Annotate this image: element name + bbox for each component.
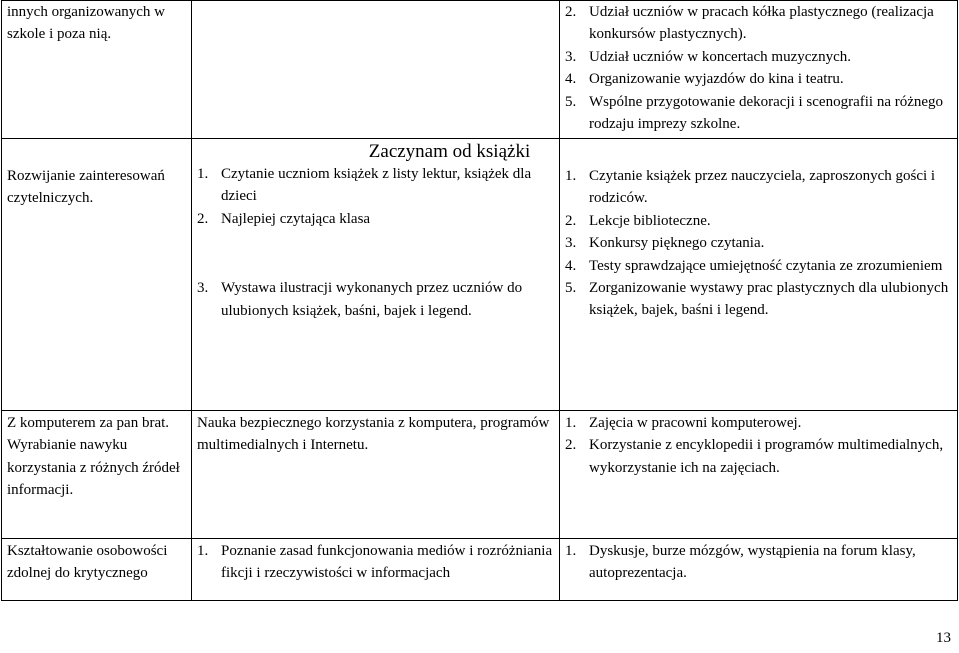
task-cell (192, 139, 560, 411)
activity-list (565, 540, 952, 585)
page-number: 13 (936, 630, 951, 646)
goal-text: Rozwijanie zainteresowań czytelniczych. (7, 168, 165, 207)
list-item: 5. Wspólne przygotowanie dekoracji i scenografii na różnego rodzaju imprezy szkolne. (565, 93, 944, 133)
list-item: 1. Czytanie uczniom książek z listy lektur, książek dla dzieci (197, 166, 532, 205)
section-heading: Zaczynam od książki (368, 141, 531, 162)
goal-line: innych organizowanych w (7, 4, 166, 20)
list-item: 2. Udział uczniów w pracach kółka plastycznego (realizacja konkursów plastycznych). (565, 4, 934, 43)
goal-cell (2, 411, 192, 539)
task-text: Nauka bezpiecznego korzystania z komputera, programów multimedialnych i Internetu. (197, 415, 550, 454)
task-list (197, 163, 554, 230)
activity-list (565, 412, 952, 479)
list-item: 2. Najlepiej czytająca klasa (197, 210, 371, 227)
goal-continuation (2, 1, 191, 46)
activity-cell (560, 411, 958, 539)
activity-cell (560, 539, 958, 601)
goal-line: szkole i poza nią. (7, 26, 112, 43)
list-item: 2. Korzystanie z encyklopedii i programów multimedialnych, wykorzystanie ich na zajęciach. (565, 437, 944, 476)
goal-cell (2, 1, 192, 139)
list-item: 2. Lekcje biblioteczne. (565, 212, 711, 229)
task-cell (192, 539, 560, 601)
program-table (1, 0, 958, 601)
list-item: 3. Wystawa ilustracji wykonanych przez uczniów do ulubionych książek, baśni, bajek i legend. (197, 280, 523, 319)
list-item: 4. Testy sprawdzające umiejętność czytania ze zrozumieniem (565, 257, 943, 274)
task-list (197, 540, 554, 585)
list-item: 5. Zorganizowanie wystawy prac plastycznych dla ulubionych książek, bajek, baśni i legend. (565, 280, 949, 319)
task-cell (192, 411, 560, 539)
list-item: 3. Konkursy pięknego czytania. (565, 235, 765, 252)
list-item: 1. Poznanie zasad funkcjonowania mediów i rozróżniania fikcji i rzeczywistości w informacjach (197, 543, 553, 582)
activity-cell (560, 139, 958, 411)
table-row (2, 139, 958, 411)
goal-cell (2, 539, 192, 601)
list-item: 1. Zajęcia w pracowni komputerowej. (565, 415, 802, 431)
goal-cell (2, 139, 192, 411)
activity-list (565, 165, 952, 322)
task-cell (192, 1, 560, 139)
list-item: 3. Udział uczniów w koncertach muzycznych. (565, 48, 851, 65)
table-row (2, 1, 958, 139)
list-item: 1. Dyskusje, burze mózgów, wystąpienia na forum klasy, autoprezentacja. (565, 543, 916, 582)
table-row (2, 539, 958, 601)
goal-text: Z komputerem za pan brat. Wyrabianie nawyku korzystania z różnych źródeł informacji. (7, 415, 180, 499)
list-item: 4. Organizowanie wyjazdów do kina i teatru. (565, 71, 844, 88)
list-item: 1. Czytanie książek przez nauczyciela, zaproszonych gości i rodziców. (565, 168, 936, 207)
task-list (197, 277, 554, 322)
activity-cell (560, 1, 958, 139)
activity-list (565, 1, 952, 135)
table-row (2, 411, 958, 539)
goal-text: Kształtowanie osobowości zdolnej do krytycznego (7, 543, 168, 582)
